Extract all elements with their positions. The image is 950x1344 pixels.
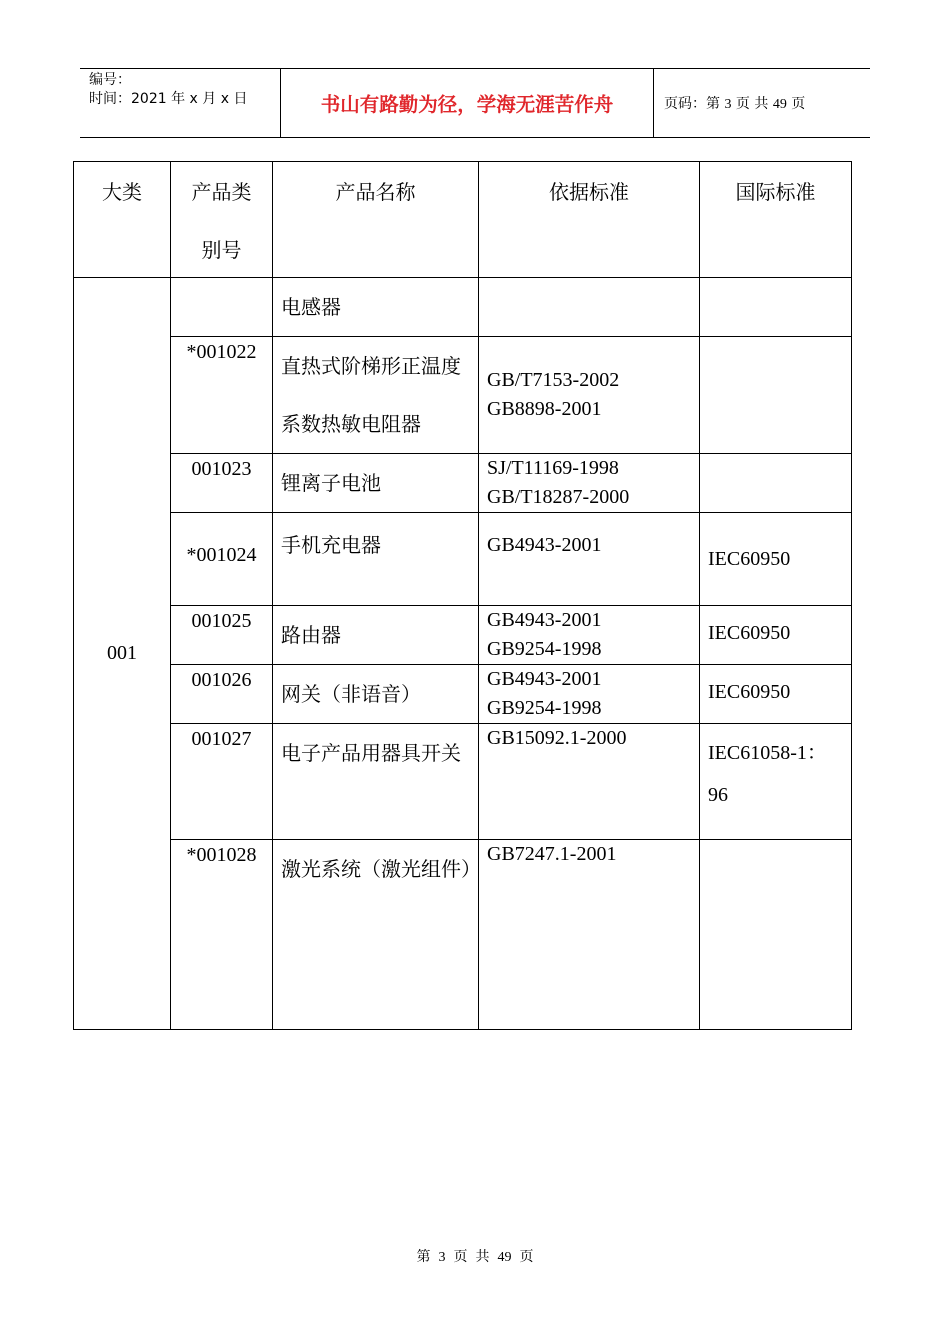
intl-cell: IEC60950 <box>700 665 852 724</box>
footer-prefix: 第 <box>416 1250 431 1265</box>
number-label: 编号： <box>89 72 131 88</box>
standard-line: GB4943-2001 <box>487 609 602 631</box>
standard-cell <box>479 454 700 513</box>
intl-cell: IEC61058-1：96 <box>700 724 852 840</box>
table-row <box>74 665 852 724</box>
code-cell: 001025 <box>171 606 273 665</box>
standard-line: GB8898-2001 <box>487 398 602 420</box>
page-current: 3 <box>724 97 732 112</box>
table-row <box>74 840 852 1030</box>
name-cell: 直热式阶梯形正温度系数热敏电阻器 <box>273 337 479 454</box>
page-header <box>80 68 870 138</box>
standard-cell <box>479 337 700 454</box>
intl-cell <box>700 278 852 337</box>
table-row <box>74 606 852 665</box>
intl-cell <box>700 337 852 454</box>
time-label: 时间： <box>89 91 131 107</box>
standard-cell: GB7247.1-2001 <box>479 840 700 1030</box>
intl-cell: IEC60950 <box>700 513 852 606</box>
standard-cell <box>479 665 700 724</box>
table-row <box>74 513 852 606</box>
standard-line: GB/T7153-2002 <box>487 369 620 391</box>
code-cell: 001023 <box>171 454 273 513</box>
footer-total: 49 <box>497 1250 512 1265</box>
standard-line: GB9254-1998 <box>487 697 602 719</box>
code-cell: 001027 <box>171 724 273 840</box>
standard-line: GB/T18287-2000 <box>487 486 630 508</box>
header-page-info <box>664 93 805 113</box>
footer-mid1: 页 <box>453 1250 468 1265</box>
col-header-standard: 依据标准 <box>479 162 700 278</box>
col-header-intl: 国际标准 <box>700 162 852 278</box>
standard-cell: GB15092.1-2000 <box>479 724 700 840</box>
col-header-name: 产品名称 <box>273 162 479 278</box>
page-end: 页 <box>791 96 806 112</box>
code-cell <box>171 278 273 337</box>
name-cell: 手机充电器 <box>273 513 479 606</box>
table-row <box>74 454 852 513</box>
header-meta <box>80 69 281 137</box>
name-cell: 锂离子电池 <box>273 454 479 513</box>
standard-line: GB9254-1998 <box>487 638 602 660</box>
table-header-row <box>74 162 852 278</box>
standard-cell <box>479 606 700 665</box>
table-row <box>74 278 852 337</box>
code-cell: *001024 <box>171 513 273 606</box>
page-footer <box>0 1246 950 1266</box>
code-cell: 001026 <box>171 665 273 724</box>
page-total: 49 <box>772 97 787 112</box>
col-header-code-line1: 产品类 <box>191 180 252 204</box>
code-cell: *001028 <box>171 840 273 1030</box>
category-cell: 001 <box>74 278 171 1030</box>
footer-mid2: 共 <box>475 1250 490 1265</box>
time-line <box>89 90 247 109</box>
col-header-code <box>171 162 273 278</box>
name-cell: 激光系统（激光组件） <box>273 840 479 1030</box>
header-motto: 书山有路勤为径，学海无涯苦作舟 <box>281 69 654 137</box>
standard-cell <box>479 278 700 337</box>
table-row <box>74 724 852 840</box>
footer-suffix: 页 <box>519 1250 534 1265</box>
name-cell: 电子产品用器具开关 <box>273 724 479 840</box>
time-value: 2021 年 x 月 x 日 <box>131 91 248 107</box>
page-label: 页码：第 <box>664 96 720 112</box>
table-row <box>74 337 852 454</box>
intl-cell <box>700 840 852 1030</box>
standard-line: SJ/T11169-1998 <box>487 457 619 479</box>
intl-cell: IEC60950 <box>700 606 852 665</box>
page-mid: 页 共 <box>735 96 769 112</box>
col-header-category: 大类 <box>74 162 171 278</box>
name-cell: 路由器 <box>273 606 479 665</box>
product-standards-table <box>73 161 852 1030</box>
code-cell: *001022 <box>171 337 273 454</box>
standard-cell: GB4943-2001 <box>479 513 700 606</box>
col-header-code-line2: 别号 <box>201 238 242 262</box>
name-cell: 电感器 <box>273 278 479 337</box>
intl-cell <box>700 454 852 513</box>
footer-current: 3 <box>438 1250 446 1265</box>
name-cell: 网关（非语音） <box>273 665 479 724</box>
standard-line: GB4943-2001 <box>487 668 602 690</box>
